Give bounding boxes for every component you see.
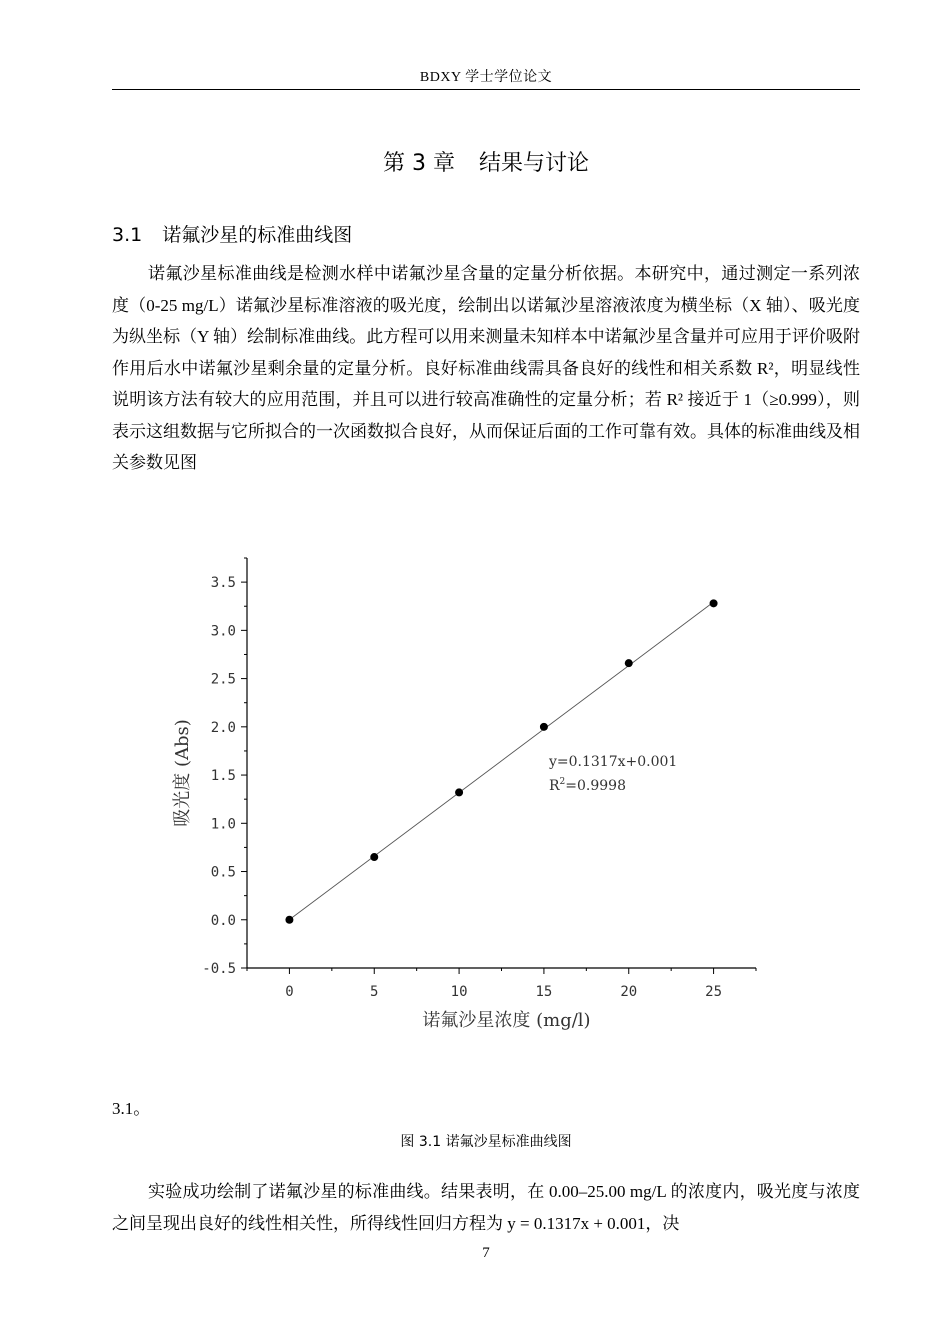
r2-value: =0.9998 [565, 778, 626, 794]
body-paragraph-1: 诺氟沙星标准曲线是检测水样中诺氟沙星含量的定量分析依据。本研究中，通过测定一系列浓度（0-25 mg/L）诺氟沙星标准溶液的吸光度，绘制出以诺氟沙星溶液浓度为横坐标（X 轴）、吸光度为纵坐标（Y 轴）绘制标准曲线。此方程可以用来测量未知样本中诺氟沙星含量并可应用于评价吸附作用后水中诺氟沙星剩余量的定量分析。良好标准曲线需具备良好的线性和相关系数 R²，明显线性说明该方法有较大的应用范围，并且可以进行较高准确性的定量分析；若 R² 接近于 1（≥0.999），则表示这组数据与它所拟合的一次函数拟合良好，从而保证后面的工作可靠有效。具体的标准曲线及相关参数见图 [112, 264, 860, 472]
header-rule [112, 89, 860, 90]
chart-ticks [202, 558, 756, 1000]
x-tick-label: 20 [620, 984, 638, 1000]
x-axis-label: 诺氟沙星浓度 (mg/l) [422, 1010, 591, 1031]
y-tick-label: 1.5 [210, 768, 236, 785]
y-axis-label: 吸光度 (Abs) [172, 719, 193, 827]
y-tick-label: 0.0 [210, 912, 236, 929]
data-point [540, 723, 548, 731]
y-tick-label: 2.5 [210, 671, 236, 688]
data-point [370, 853, 378, 861]
section-heading [112, 220, 352, 247]
body-paragraph-1-tail: 3.1。 [112, 1099, 151, 1118]
r2-symbol: R [549, 778, 560, 794]
section-title: 诺氟沙星的标准曲线图 [162, 224, 353, 246]
y-tick-label: 1.0 [210, 816, 236, 833]
data-point [710, 599, 718, 607]
y-tick-label: 0.5 [210, 864, 236, 881]
x-tick-label: 5 [370, 984, 379, 1000]
y-tick-label: -0.5 [202, 961, 236, 977]
standard-curve-chart [150, 540, 810, 1060]
figure-caption: 图 3.1 诺氟沙星标准曲线图 [400, 1134, 572, 1150]
x-tick-label: 10 [450, 984, 468, 1000]
chart-svg [150, 540, 810, 1060]
chapter-name: 结果与讨论 [478, 151, 589, 176]
chapter-title [112, 146, 860, 177]
fit-r-squared [549, 777, 626, 794]
x-tick-label: 25 [705, 984, 723, 1000]
chart-axes [247, 558, 756, 968]
y-tick-label: 3.5 [210, 575, 236, 592]
body-paragraph-2: 实验成功绘制了诺氟沙星的标准曲线。结果表明，在 0.00–25.00 mg/L 的浓度内，吸光度与浓度之间呈现出良好的线性相关性，所得线性回归方程为 y = 0.1317x + 0.001，决 [112, 1182, 860, 1233]
page-number: 7 [482, 1245, 490, 1261]
data-point [285, 916, 293, 924]
running-header: BDXY 学士学位论文 [419, 70, 553, 85]
data-point [625, 659, 633, 667]
x-tick-label: 15 [535, 984, 553, 1000]
y-tick-label: 2.0 [210, 719, 236, 736]
r2-superscript: 2 [559, 777, 566, 787]
fit-equation: y=0.1317x+0.001 [549, 754, 678, 770]
y-tick-label: 3.0 [210, 623, 236, 640]
data-point [455, 788, 463, 796]
x-tick-label: 0 [285, 984, 294, 1000]
chapter-number: 第 3 章 [383, 151, 455, 176]
section-number: 3.1 [112, 224, 143, 246]
